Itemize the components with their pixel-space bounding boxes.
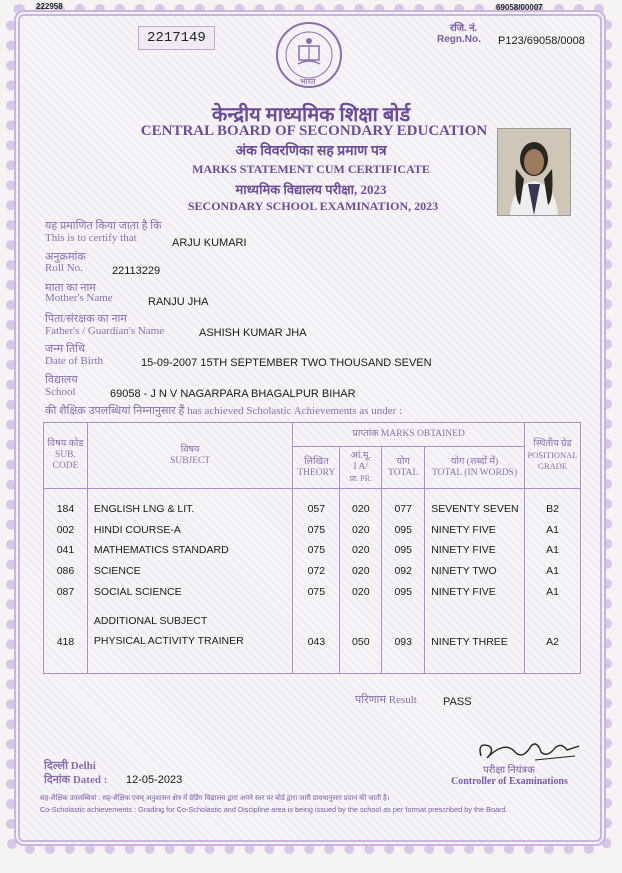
certify-label-hi: यह प्रमाणित किया जाता है कि: [45, 220, 162, 232]
roll-number: 22113229: [112, 265, 161, 277]
coscholastic-note-hi: सह-शैक्षिक उपलब्धियां : सह-शैक्षिक एवम् अनुशासन क्षेत्र में ग्रेडिंग विद्यालय द्वारा अपने स्तर पर बोर्ड द्वारा जारी प्रावधानुसार प्रदान की जाती है।: [40, 795, 390, 802]
header-grade-en: POSITIONAL GRADE: [527, 450, 578, 471]
row-subject: MATHEMATICS STANDARD: [93, 544, 229, 557]
code-column: [44, 489, 88, 674]
table-body-row: [44, 489, 581, 674]
certify-label-en: This is to certify that: [45, 232, 137, 244]
dob-label-hi: जन्म तिथि: [45, 343, 85, 355]
school-label-hi: विद्यालय: [45, 374, 78, 386]
achievement-intro-en: has achieved Scholastic Achievements as under :: [187, 405, 403, 417]
certificate-title-english: MARKS STATEMENT CUM CERTIFICATE: [192, 162, 430, 176]
row-theory: 072: [307, 565, 326, 578]
row-subject: SCIENCE: [93, 565, 141, 578]
header-sub-code-en: SUB. CODE: [52, 450, 79, 471]
row-grade: A1: [546, 523, 559, 536]
result-label-hi: परिणाम: [355, 694, 386, 706]
row-total: 092: [394, 565, 412, 578]
mother-label-hi: माता का नाम: [45, 282, 96, 294]
total-column: [382, 489, 425, 674]
student-photo: [497, 128, 571, 216]
row-total: 095: [394, 585, 412, 598]
row-total: 077: [394, 503, 412, 515]
row-ia: 020: [352, 585, 370, 598]
row-subject: SOCIAL SCIENCE: [93, 585, 182, 598]
controller-title-en: Controller of Examinations: [451, 776, 568, 787]
header-total: [382, 447, 425, 489]
reg-label-hi: रजि. नं.: [450, 23, 478, 34]
school-name: 69058 - J N V NAGARPARA BHAGALPUR BIHAR: [110, 388, 356, 400]
row-grade: B2: [546, 503, 559, 515]
top-left-code: 222958: [36, 2, 63, 11]
row-code: 087: [56, 585, 75, 598]
emblem-caption: भारत: [300, 77, 316, 86]
roll-label-hi: अनुक्रमांक: [45, 251, 86, 263]
header-grade-hi: स्थितीय ग्रेड: [533, 439, 572, 449]
row-words: NINETY FIVE: [431, 523, 496, 536]
row-grade: A1: [546, 565, 559, 578]
row-code: 041: [56, 544, 75, 557]
row-words: SEVENTY SEVEN: [431, 503, 519, 515]
row-subject: ENGLISH LNG & LIT.: [93, 503, 195, 515]
result-value: PASS: [443, 696, 472, 708]
header-sub-code: [44, 423, 88, 489]
board-name-hindi: केन्द्रीय माध्यमिक शिक्षा बोर्ड: [211, 104, 411, 126]
date-label-hi: दिनांक: [44, 774, 71, 786]
date-label-en: Dated :: [72, 774, 108, 786]
place-en: Delhi: [70, 760, 96, 772]
header-ia-hi: आं.मू.: [350, 451, 371, 461]
student-name: ARJU KUMARI: [172, 237, 247, 249]
result-label: [355, 692, 417, 707]
row-total: 095: [394, 523, 412, 536]
dob-label-en: Date of Birth: [45, 355, 104, 367]
header-theory: [293, 447, 340, 489]
serial-number: 2217149: [138, 26, 215, 50]
exam-title-hindi: माध्यमिक विद्यालय परीक्षा, 2023: [235, 182, 387, 197]
issue-date: 12-05-2023: [126, 774, 183, 786]
header-total-words: [425, 447, 525, 489]
row-subject-additional: PHYSICAL ACTIVITY TRAINER: [93, 635, 244, 648]
row-code: 086: [56, 565, 75, 578]
registration-number: P123/69058/0008: [498, 35, 585, 47]
row-grade: A1: [546, 585, 559, 598]
header-words-en: TOTAL (IN WORDS): [432, 467, 518, 478]
row-code: 002: [56, 523, 75, 536]
achievement-intro: [45, 403, 402, 418]
coscholastic-note-en: Co-Scholastic achievements : Grading for Co-Scholastic and Discipline area is being issued by the school as per format prescribed by the Board.: [40, 805, 508, 814]
grade-column: [524, 489, 580, 674]
words-column: [425, 489, 525, 674]
row-words: NINETY FIVE: [431, 544, 496, 557]
header-sub-code-hi: विषय कोड: [47, 439, 84, 449]
subject-column: [87, 489, 292, 674]
result-label-en: Result: [388, 694, 417, 706]
row-total-additional: 093: [394, 635, 412, 648]
row-grade-additional: A2: [546, 635, 559, 648]
header-marks-hi: प्राप्तांक: [352, 429, 379, 439]
date-of-birth: 15-09-2007 15TH SEPTEMBER TWO THOUSAND SEVEN: [141, 357, 432, 369]
row-words: NINETY FIVE: [431, 585, 496, 598]
header-ia-en: I A/: [353, 462, 369, 472]
row-ia-additional: 050: [352, 635, 370, 648]
exam-title-english: SECONDARY SCHOOL EXAMINATION, 2023: [187, 199, 439, 213]
additional-subject-label: ADDITIONAL SUBJECT: [93, 614, 208, 627]
header-subject-en: SUBJECT: [170, 455, 211, 466]
row-code: 184: [56, 503, 75, 515]
header-total-en: TOTAL: [388, 467, 419, 478]
roll-label-en: Roll No.: [45, 262, 83, 274]
father-label-hi: पिता/संरक्षक का नाम: [45, 313, 127, 325]
header-grade: [524, 423, 580, 489]
father-label-en: Father's / Guardian's Name: [45, 325, 165, 337]
header-theory-hi: लिखित: [304, 456, 329, 467]
row-ia: 020: [352, 565, 370, 578]
date-label: [44, 772, 107, 787]
row-theory: 075: [307, 544, 326, 557]
header-ia: [340, 447, 382, 489]
row-theory: 057: [307, 503, 326, 515]
row-total: 095: [394, 544, 412, 557]
row-words-additional: NINETY THREE: [431, 635, 508, 648]
header-words-hi: योग (शब्दों में): [450, 456, 499, 467]
certificate-title-hindi: अंक विवरणिका सह प्रमाण पत्र: [235, 144, 387, 159]
header-marks-obtained: [293, 423, 525, 447]
mother-name: RANJU JHA: [148, 296, 209, 308]
theory-column: [293, 489, 340, 674]
father-name: ASHISH KUMAR JHA: [199, 327, 307, 339]
row-ia: 020: [352, 523, 370, 536]
header-marks-en: MARKS OBTAINED: [380, 429, 465, 439]
place-hi: दिल्ली: [44, 760, 68, 772]
row-ia: 020: [352, 503, 370, 515]
header-ia-pr: प्रा. PR.: [349, 474, 372, 483]
header-theory-en: THEORY: [297, 467, 336, 478]
mother-label-en: Mother's Name: [45, 292, 113, 304]
row-grade: A1: [546, 544, 559, 557]
row-theory: 075: [307, 523, 326, 536]
reg-label-en: Regn.No.: [437, 34, 481, 45]
row-theory: 075: [307, 585, 326, 598]
row-code-additional: 418: [56, 635, 75, 648]
header-total-hi: योग: [396, 456, 410, 467]
marks-table: [43, 422, 581, 674]
row-subject: HINDI COURSE-A: [93, 523, 181, 536]
header-subject: [87, 423, 292, 489]
board-name-english: CENTRAL BOARD OF SECONDARY EDUCATION: [140, 123, 488, 139]
row-theory-additional: 043: [307, 635, 326, 648]
school-label-en: School: [45, 386, 76, 398]
row-ia: 020: [352, 544, 370, 557]
achievement-intro-hi: की शैक्षिक उपलब्धियां निम्नानुसार हैं: [45, 405, 185, 417]
header-subject-hi: विषय: [180, 444, 200, 455]
controller-title-hi: परीक्षा नियंत्रक: [483, 765, 535, 776]
top-right-code: 69058/00007: [496, 3, 543, 12]
ia-column: [340, 489, 382, 674]
row-words: NINETY TWO: [431, 565, 497, 578]
place-label: [44, 758, 96, 773]
